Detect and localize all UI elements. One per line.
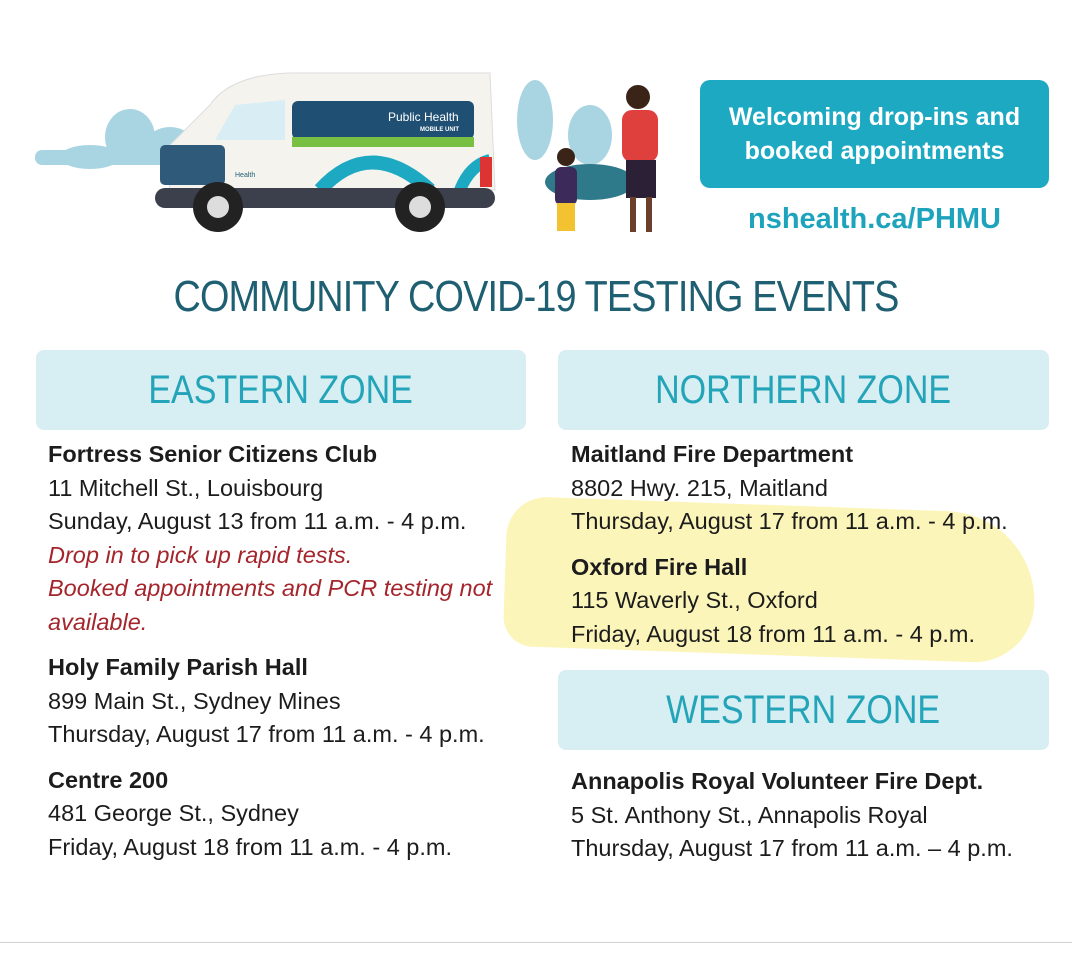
mobile-unit-van-illustration xyxy=(30,65,680,245)
event-address: 5 St. Anthony St., Annapolis Royal xyxy=(571,801,928,828)
event-time: Thursday, August 17 from 11 a.m. - 4 p.m. xyxy=(571,508,1008,534)
event-time: Sunday, August 13 from 11 a.m. - 4 p.m. xyxy=(48,508,467,534)
event-name: Annapolis Royal Volunteer Fire Dept. xyxy=(571,768,984,794)
event-item xyxy=(571,765,1071,866)
event-note: available. xyxy=(48,608,148,635)
drop-ins-banner xyxy=(700,80,1049,188)
people-illustration xyxy=(555,85,658,232)
event-name: Oxford Fire Hall xyxy=(571,553,748,580)
event-address: 481 George St., Sydney xyxy=(48,800,299,826)
event-item xyxy=(571,551,1071,652)
divider xyxy=(0,942,1072,943)
event-address: 115 Waverly St., Oxford xyxy=(571,587,818,613)
eastern-zone-header xyxy=(36,350,526,430)
event-name: Maitland Fire Department xyxy=(571,441,854,467)
event-item xyxy=(48,651,548,752)
eastern-events xyxy=(48,438,548,876)
western-zone-header xyxy=(558,670,1049,750)
event-time: Friday, August 18 from 11 a.m. - 4 p.m. xyxy=(571,620,976,647)
event-time: Thursday, August 17 from 11 a.m. - 4 p.m. xyxy=(48,721,485,747)
banner-line-2: booked appointments xyxy=(744,137,1005,165)
van-sign-title: Public Health xyxy=(388,110,459,124)
event-time: Friday, August 18 from 11 a.m. - 4 p.m. xyxy=(48,833,453,860)
van-sign-subtitle: MOBILE UNIT xyxy=(420,127,459,133)
event-item xyxy=(571,438,1071,539)
northern-events xyxy=(571,438,1071,663)
event-name: Holy Family Parish Hall xyxy=(48,654,308,680)
event-name: Fortress Senior Citizens Club xyxy=(48,441,378,467)
van-logo: Health xyxy=(235,172,256,179)
website-link[interactable]: nshealth.ca/PHMU xyxy=(748,203,1001,235)
page-title: COMMUNITY COVID-19 TESTING EVENTS xyxy=(173,272,899,321)
event-time: Thursday, August 17 from 11 a.m. – 4 p.m. xyxy=(571,835,1013,861)
banner-line-1: Welcoming drop-ins and xyxy=(728,103,1021,131)
event-address: 899 Main St., Sydney Mines xyxy=(48,687,341,714)
event-note: Booked appointments and PCR testing not xyxy=(48,575,493,601)
zone-label: NORTHERN ZONE xyxy=(655,367,952,412)
event-name: Centre 200 xyxy=(48,766,169,793)
zone-label: WESTERN ZONE xyxy=(666,687,941,732)
zone-label: EASTERN ZONE xyxy=(148,367,414,412)
event-address: 8802 Hwy. 215, Maitland xyxy=(571,474,828,501)
event-item xyxy=(48,764,548,865)
northern-zone-header xyxy=(558,350,1049,430)
western-events xyxy=(571,765,1071,878)
event-note: Drop in to pick up rapid tests. xyxy=(48,541,353,568)
event-address: 11 Mitchell St., Louisbourg xyxy=(48,474,324,501)
event-item xyxy=(48,438,548,639)
